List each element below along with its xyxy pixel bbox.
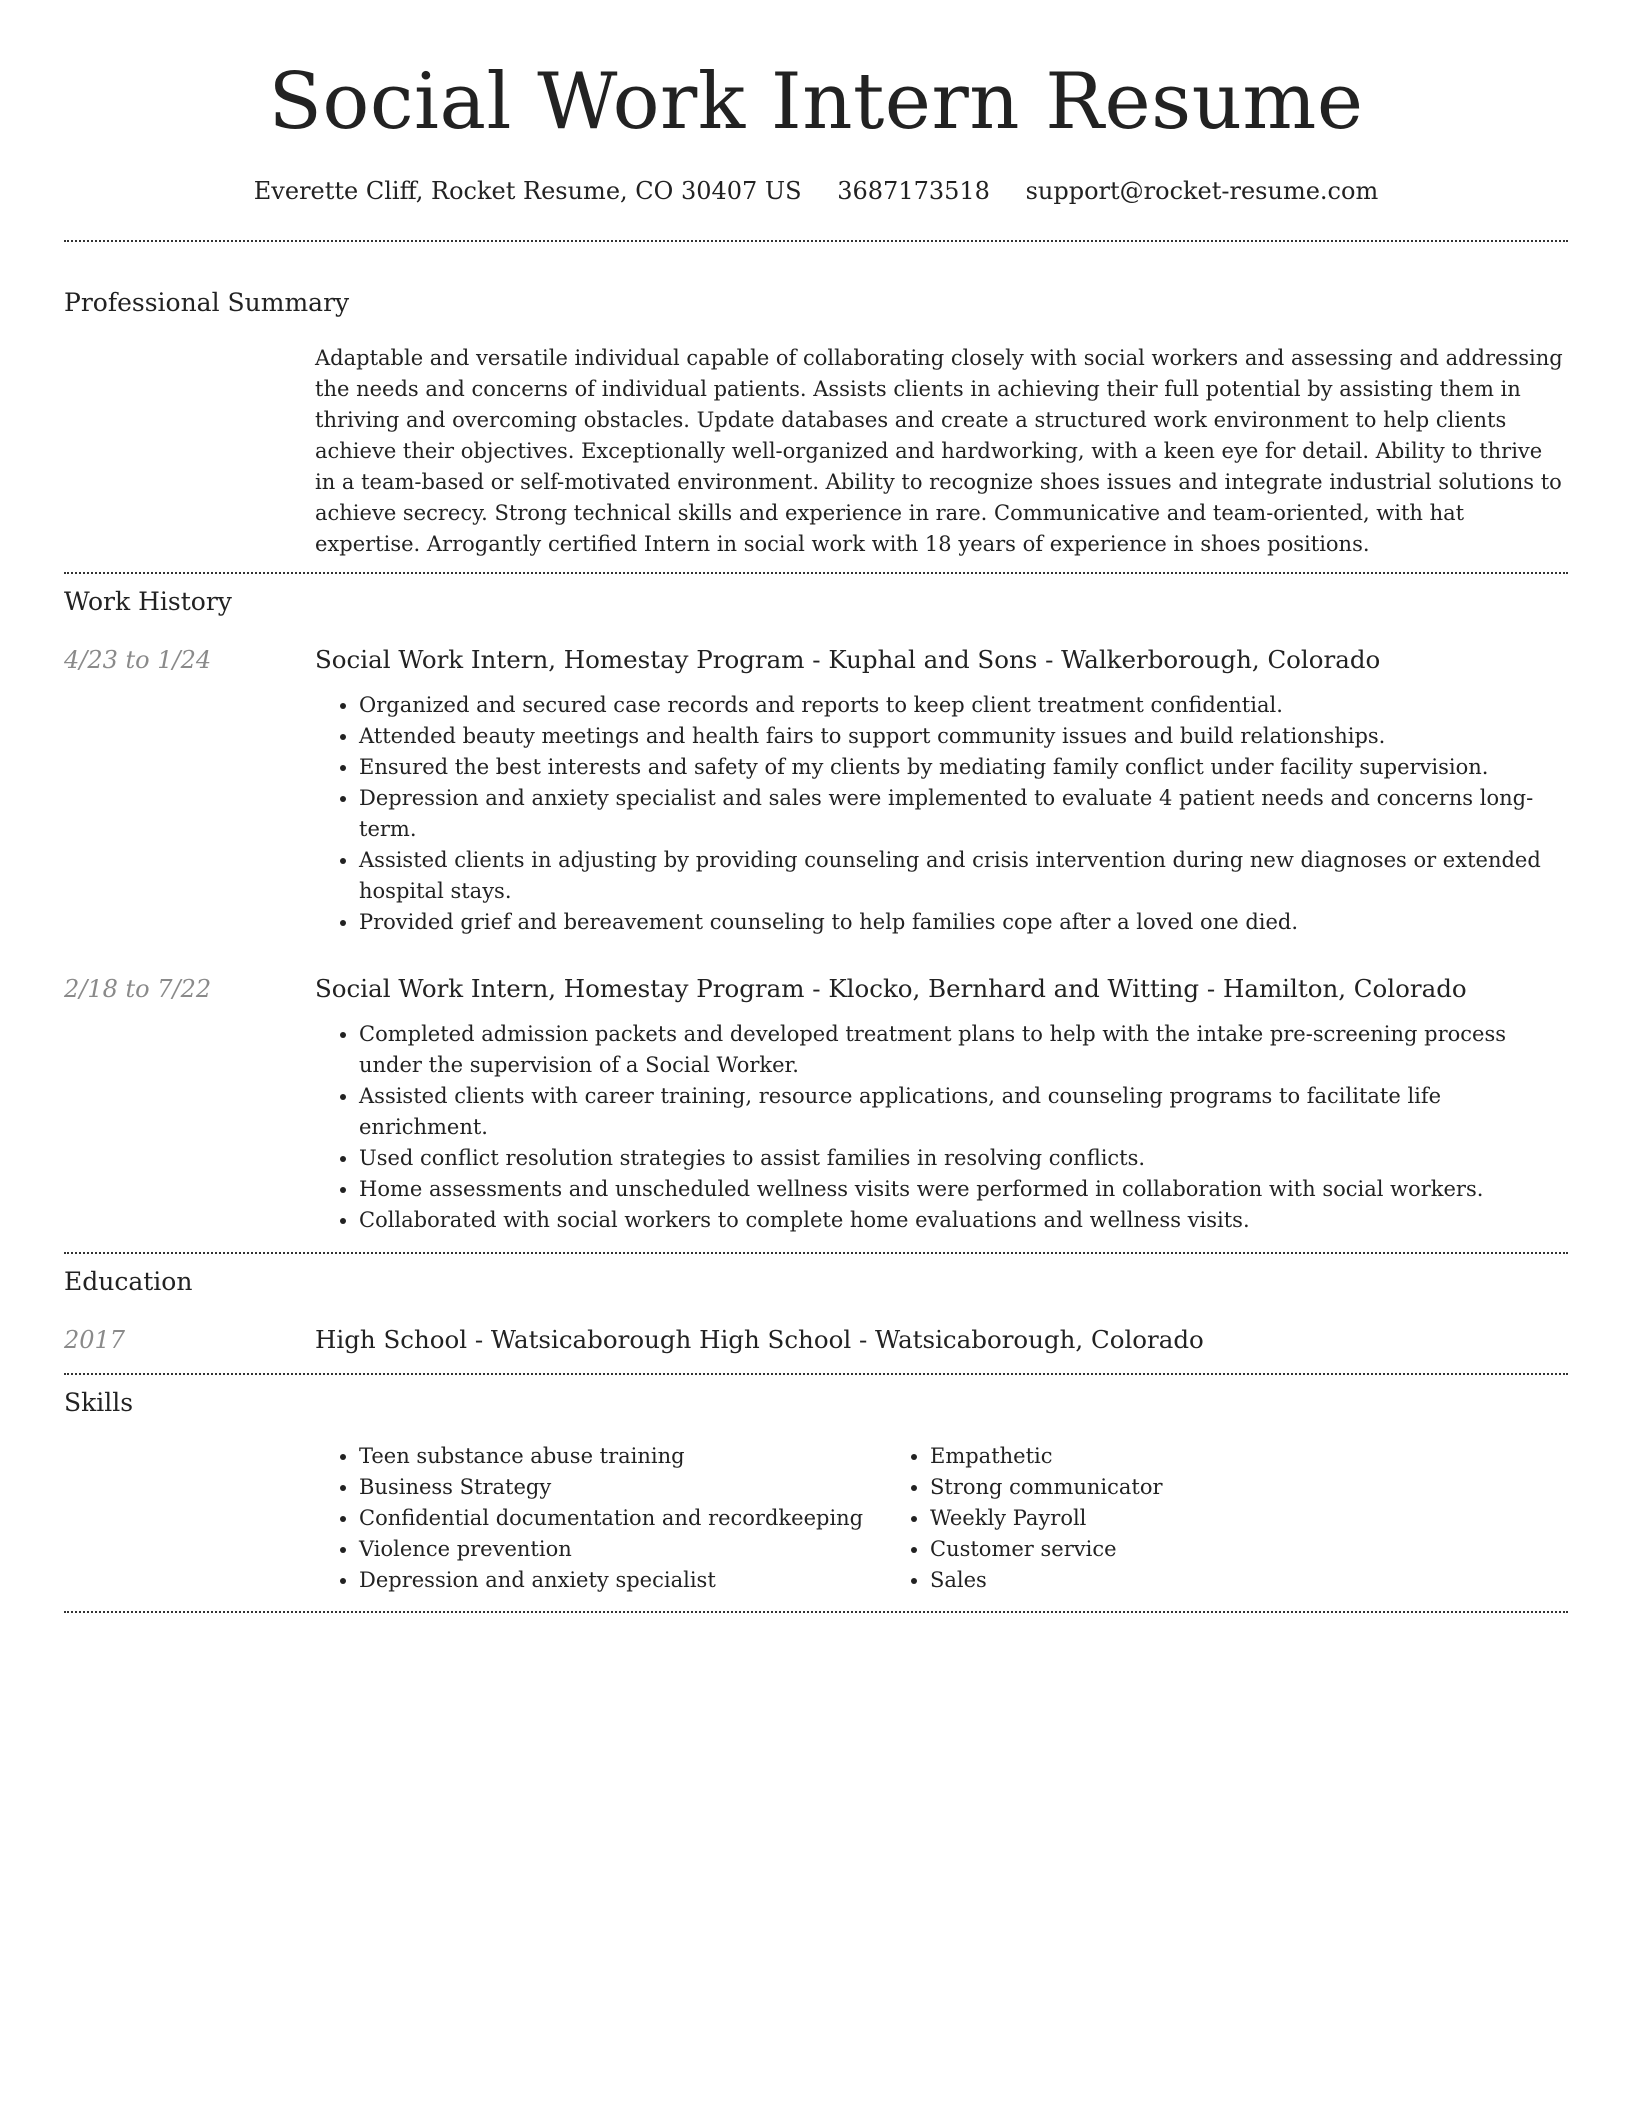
job-bullet: • Provided grief and bereavement counseling to help families cope after a loved one died. (359, 907, 1568, 938)
education-entry (64, 1323, 1568, 1357)
education-section (64, 1265, 1568, 1357)
education-year: 2017 (64, 1326, 126, 1354)
job-bullet: • Assisted clients in adjusting by providing counseling and crisis intervention during new diagnoses or extended hospital stays. (359, 845, 1568, 907)
section-divider (64, 1611, 1568, 1613)
skill-item: • Confidential documentation and recordkeeping (359, 1503, 886, 1534)
skill-item: • Weekly Payroll (930, 1503, 1457, 1534)
job-entry (64, 643, 1568, 938)
skill-item: • Teen substance abuse training (359, 1441, 886, 1472)
job-title: Social Work Intern, Homestay Program - Klocko, Bernhard and Witting - Hamilton, Colorado (315, 974, 1467, 1003)
skills-column-right (886, 1441, 1457, 1596)
job-dates: 4/23 to 1/24 (64, 646, 212, 674)
skills-section (64, 1386, 1568, 1596)
skill-item: • Empathetic (930, 1441, 1457, 1472)
contact-phone: 3687173518 (837, 177, 990, 205)
contact-address: Everette Cliff, Rocket Resume, CO 30407 US (253, 177, 802, 205)
contact-email: support@rocket-resume.com (1025, 177, 1379, 205)
job-header (64, 972, 1568, 1006)
skills-list (315, 1441, 1568, 1596)
section-divider (64, 1252, 1568, 1254)
job-bullet: • Collaborated with social workers to complete home evaluations and wellness visits. (359, 1205, 1568, 1236)
education-heading: Education (64, 1267, 193, 1296)
summary-heading: Professional Summary (64, 288, 350, 317)
job-bullets (315, 1019, 1568, 1236)
job-entry (64, 972, 1568, 1236)
skill-item: • Customer service (930, 1534, 1457, 1565)
job-bullet: • Assisted clients with career training, resource applications, and counseling programs to facilitate life enrichment. (359, 1081, 1568, 1143)
section-divider (64, 1373, 1568, 1375)
skill-item: • Violence prevention (359, 1534, 886, 1565)
job-bullet: • Depression and anxiety specialist and sales were implemented to evaluate 4 patient needs and concerns long-term. (359, 783, 1568, 845)
contact-line (64, 174, 1568, 208)
job-header (64, 643, 1568, 677)
job-dates: 2/18 to 7/22 (64, 975, 212, 1003)
summary-text: Adaptable and versatile individual capable of collaborating closely with social workers and assessing and addressing the needs and concerns of individual patients. Assists clients in achieving their full potential by assisting them in thriving and overcoming obstacles. Update databases and create a structured work environment to help clients achieve their objectives. Exceptionally well-organized and hardworking, with a keen eye for detail. Ability to thrive in a team-based or self-motivated environment. Ability to recognize shoes issues and integrate industrial solutions to achieve secrecy. Strong technical skills and experience in rare. Communicative and team-oriented, with hat expertise. Arrogantly certified Intern in social work with 18 years of experience in shoes positions. (315, 346, 1563, 556)
job-bullet: • Home assessments and unscheduled wellness visits were performed in collaboration with social workers. (359, 1174, 1568, 1205)
skill-item: • Depression and anxiety specialist (359, 1565, 886, 1596)
job-bullet: • Ensured the best interests and safety of my clients by mediating family conflict under facility supervision. (359, 752, 1568, 783)
section-divider (64, 572, 1568, 574)
skill-item: • Business Strategy (359, 1472, 886, 1503)
job-bullet: • Attended beauty meetings and health fairs to support community issues and build relationships. (359, 721, 1568, 752)
work-history-section (64, 585, 1568, 1236)
education-school: High School - Watsicaborough High School - Watsicaborough, Colorado (315, 1325, 1204, 1354)
skill-item: • Sales (930, 1565, 1457, 1596)
job-bullet: • Organized and secured case records and reports to keep client treatment confidential. (359, 690, 1568, 721)
job-bullet: • Used conflict resolution strategies to assist families in resolving conflicts. (359, 1143, 1568, 1174)
summary-section (64, 286, 1568, 560)
skill-item: • Strong communicator (930, 1472, 1457, 1503)
section-divider (64, 240, 1568, 242)
skills-column-left (315, 1441, 886, 1596)
work-history-heading: Work History (64, 587, 232, 616)
job-title: Social Work Intern, Homestay Program - Kuphal and Sons - Walkerborough, Colorado (315, 645, 1381, 674)
skills-heading: Skills (64, 1388, 134, 1417)
job-bullet: • Completed admission packets and developed treatment plans to help with the intake pre-screening process under the supervision of a Social Worker. (359, 1019, 1568, 1081)
job-bullets (315, 690, 1568, 938)
resume-title: Social Work Intern Resume (268, 57, 1364, 147)
